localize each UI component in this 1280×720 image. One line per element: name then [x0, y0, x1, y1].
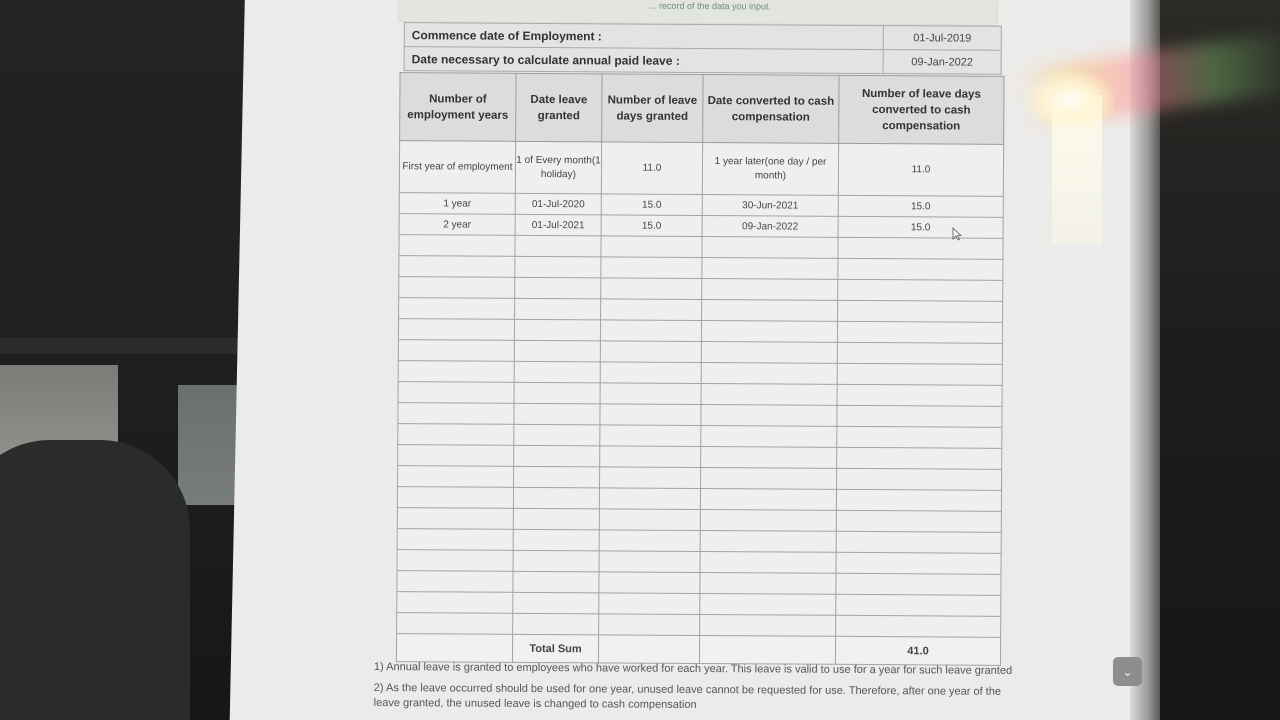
header-employment-years: Number of employment years [400, 73, 516, 142]
empty-cell[interactable] [600, 425, 701, 447]
empty-cell[interactable] [514, 424, 600, 446]
empty-cell[interactable] [599, 509, 700, 531]
empty-cell[interactable] [838, 237, 1003, 259]
empty-cell[interactable] [701, 404, 837, 426]
notes-section [374, 660, 1024, 720]
header-date-granted: Date leave granted [516, 73, 602, 142]
empty-cell[interactable] [837, 468, 1002, 490]
empty-cell[interactable] [399, 298, 515, 320]
empty-cell[interactable] [836, 573, 1001, 595]
notice-banner: ... record of the data you input. [398, 0, 998, 26]
commence-date-value[interactable]: 01-Jul-2019 [883, 26, 1001, 51]
commence-date-label: Commence date of Employment : [404, 23, 883, 50]
empty-cell[interactable] [514, 361, 600, 383]
cell-date-converted: 09-Jan-2022 [702, 215, 838, 237]
empty-cell[interactable] [600, 446, 701, 468]
background-chair [0, 440, 190, 720]
empty-cell[interactable] [702, 278, 838, 300]
empty-cell[interactable] [836, 510, 1001, 532]
empty-cell[interactable] [838, 279, 1003, 301]
screen-glare [1025, 70, 1115, 130]
cell-years: 2 year [399, 214, 515, 236]
empty-cell[interactable] [837, 342, 1002, 364]
chevron-down-icon: ⌄ [1122, 664, 1133, 679]
empty-cell[interactable] [599, 530, 700, 552]
empty-cell[interactable] [398, 319, 514, 341]
empty-cell[interactable] [600, 383, 701, 405]
empty-cell[interactable] [599, 572, 700, 594]
cell-days-granted: 15.0 [601, 194, 702, 216]
empty-cell[interactable] [513, 550, 599, 572]
empty-cell[interactable] [700, 572, 836, 594]
cell-days-converted: 15.0 [838, 195, 1003, 217]
empty-cell[interactable] [398, 361, 514, 383]
cell-date-granted: 1 of Every month(1 holiday) [515, 141, 601, 194]
empty-cell[interactable] [514, 403, 600, 425]
total-empty-cell [598, 635, 699, 664]
empty-cell[interactable] [399, 235, 515, 257]
empty-cell[interactable] [837, 447, 1002, 469]
table-header-row [400, 73, 1004, 145]
empty-cell[interactable] [701, 425, 837, 447]
header-date-converted: Date converted to cash compensation [703, 74, 839, 143]
cell-date-converted: 30-Jun-2021 [702, 194, 838, 216]
empty-cell[interactable] [397, 571, 513, 593]
empty-cell[interactable] [600, 320, 701, 342]
calc-date-value[interactable]: 09-Jan-2022 [883, 50, 1001, 75]
annual-leave-table [396, 72, 1005, 666]
empty-cell[interactable] [836, 594, 1001, 616]
empty-cell[interactable] [398, 424, 514, 446]
empty-cell[interactable] [700, 614, 836, 636]
empty-cell[interactable] [397, 592, 513, 614]
empty-cell[interactable] [599, 614, 700, 636]
empty-cell[interactable] [836, 489, 1001, 511]
empty-cell[interactable] [399, 256, 515, 278]
empty-cell[interactable] [513, 487, 599, 509]
empty-cell[interactable] [701, 320, 837, 342]
empty-cell[interactable] [514, 340, 600, 362]
calc-date-label: Date necessary to calculate annual paid leave : [404, 47, 883, 74]
cell-date-converted: 1 year later(one day / per month) [702, 142, 838, 195]
header-days-converted: Number of leave days converted to cash compensation [839, 75, 1004, 144]
cell-days-granted: 15.0 [601, 215, 702, 237]
empty-cell[interactable] [515, 235, 601, 257]
empty-cell[interactable] [836, 552, 1001, 574]
empty-cell[interactable] [599, 593, 700, 615]
empty-cell[interactable] [513, 571, 599, 593]
employment-info-table [404, 22, 1002, 75]
empty-cell[interactable] [600, 362, 701, 384]
empty-cell[interactable] [397, 529, 513, 551]
empty-cell[interactable] [399, 277, 515, 299]
empty-cell[interactable] [700, 488, 836, 510]
empty-cell[interactable] [838, 258, 1003, 280]
empty-cell[interactable] [398, 382, 514, 404]
empty-cell[interactable] [514, 382, 600, 404]
empty-cell[interactable] [398, 403, 514, 425]
cell-days-converted: 15.0 [838, 216, 1003, 238]
background-shelf [0, 338, 260, 354]
empty-cell[interactable] [513, 592, 599, 614]
empty-cell[interactable] [398, 466, 514, 488]
empty-cell[interactable] [398, 340, 514, 362]
scroll-down-button[interactable] [1113, 657, 1142, 686]
empty-cell[interactable] [397, 550, 513, 572]
empty-cell[interactable] [601, 257, 702, 279]
empty-cell[interactable] [837, 405, 1002, 427]
empty-cell[interactable] [837, 363, 1002, 385]
table-row [399, 141, 1003, 197]
empty-cell[interactable] [599, 488, 700, 510]
empty-cell[interactable] [397, 508, 513, 530]
empty-cell[interactable] [514, 466, 600, 488]
cell-date-granted: 01-Jul-2021 [515, 214, 601, 236]
mouse-cursor-icon [952, 227, 962, 241]
total-value: 41.0 [835, 636, 1000, 665]
empty-cell[interactable] [600, 467, 701, 489]
empty-cell[interactable] [702, 236, 838, 258]
empty-cell[interactable] [701, 383, 837, 405]
empty-cell[interactable] [836, 615, 1001, 637]
note-2: 2) As the leave occurred should be used for one year, unused leave cannot be requested for use. Therefore, after one year of the leave granted, the unused leave is changed to cash compensation [373, 681, 1002, 711]
empty-cell[interactable] [701, 467, 837, 489]
calc-date-row [404, 47, 1001, 75]
cell-years: First year of employment [399, 141, 515, 194]
empty-cell[interactable] [515, 256, 601, 278]
empty-cell[interactable] [513, 508, 599, 530]
empty-cell[interactable] [702, 257, 838, 279]
empty-cell[interactable] [397, 487, 513, 509]
empty-cell[interactable] [515, 277, 601, 299]
leave-calculator-form [373, 0, 1018, 711]
header-days-granted: Number of leave days granted [602, 74, 703, 143]
empty-cell[interactable] [601, 299, 702, 321]
empty-cell[interactable] [700, 593, 836, 615]
cell-years: 1 year [399, 193, 515, 215]
note-1: 1) Annual leave is granted to employees who have worked for each year. This leave is valid to use for a year for such leave granted [373, 660, 1013, 677]
empty-cell[interactable] [514, 445, 600, 467]
empty-cell[interactable] [600, 404, 701, 426]
empty-cell[interactable] [700, 530, 836, 552]
empty-cell[interactable] [700, 551, 836, 573]
total-label: Total Sum [512, 634, 598, 663]
empty-cell[interactable] [701, 446, 837, 468]
empty-cell[interactable] [601, 236, 702, 258]
empty-cell[interactable] [837, 426, 1002, 448]
empty-cell[interactable] [397, 613, 513, 635]
empty-cell[interactable] [601, 278, 702, 300]
empty-cell[interactable] [599, 551, 700, 573]
empty-cell[interactable] [600, 341, 701, 363]
empty-cell[interactable] [837, 384, 1002, 406]
empty-cell[interactable] [836, 531, 1001, 553]
empty-cell[interactable] [513, 529, 599, 551]
cell-days-converted: 11.0 [838, 143, 1003, 196]
empty-cell[interactable] [515, 298, 601, 320]
empty-cell[interactable] [701, 362, 837, 384]
empty-cell[interactable] [513, 613, 599, 635]
empty-cell[interactable] [700, 509, 836, 531]
empty-cell[interactable] [701, 341, 837, 363]
empty-cell[interactable] [838, 300, 1003, 322]
empty-cell[interactable] [837, 321, 1002, 343]
empty-cell[interactable] [514, 319, 600, 341]
empty-cell[interactable] [702, 299, 838, 321]
cell-date-granted: 01-Jul-2020 [515, 193, 601, 215]
cell-days-granted: 11.0 [601, 142, 702, 195]
total-empty-cell [396, 634, 512, 663]
total-empty-cell [699, 635, 835, 664]
empty-cell[interactable] [398, 445, 514, 467]
commence-date-row [404, 23, 1001, 51]
